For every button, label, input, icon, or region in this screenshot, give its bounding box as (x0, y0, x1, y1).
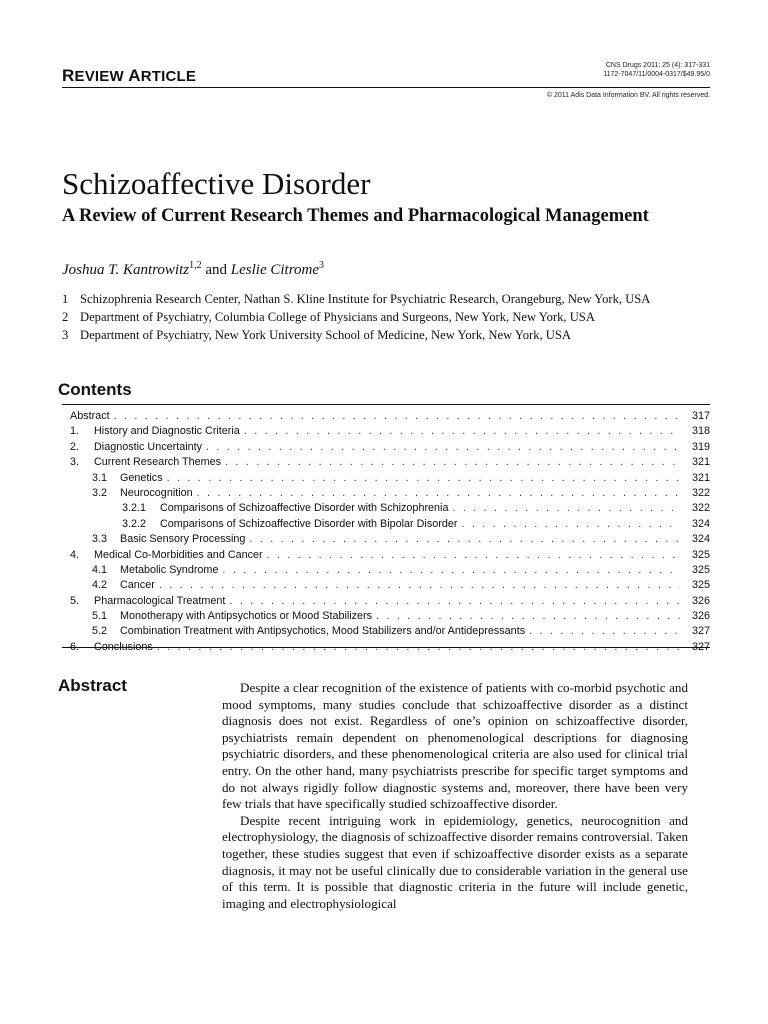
toc-entry[interactable] (62, 610, 710, 625)
contents-rule-bottom (62, 647, 710, 648)
toc-entry[interactable] (62, 518, 710, 533)
toc-entry-label: Metabolic Syndrome (120, 563, 219, 576)
toc-leader-dots (114, 410, 680, 422)
toc-entry-page: 327 (691, 640, 710, 653)
toc-leader-dots (461, 518, 680, 530)
toc-entry-number: 3.2.2 (122, 517, 147, 530)
toc-entry-page: 325 (691, 563, 710, 576)
toc-entry-label: Cancer (120, 579, 155, 592)
toc-leader-dots (267, 549, 680, 561)
toc-entry-number: 5.2 (92, 625, 108, 638)
toc-entry-number: 1. (70, 425, 80, 438)
journal-code: 1172-7047/11/0004-0317/$49.95/0 (603, 71, 710, 78)
affiliation-number: 1 (62, 292, 69, 306)
affiliation-text: Schizophrenia Research Center, Nathan S. Kline Institute for Psychiatric Research, Orangeburg, New York, USA (80, 292, 651, 306)
toc-entry-page: 324 (691, 517, 710, 530)
toc-entry-label: Neurocognition (120, 486, 193, 499)
toc-entry-number: 4.1 (92, 563, 108, 576)
affiliation-number: 2 (62, 310, 69, 324)
toc-entry-page: 324 (691, 533, 710, 546)
toc-leader-dots (167, 472, 680, 484)
abstract-paragraph: Despite recent intriguing work in epidemiology, genetics, neurocognition and electrophysiology, the diagnosis of schizoaffective disorder remains controversial. Taken together, these studies suggest that even if schizoaffective disorder exists as a separate diagnosis, it may not be useful clinically due to considerable variation in the general use of this term. It is possible that diagnostic criteria in the future will include genetic, imaging and electrophysiological (222, 812, 688, 911)
toc-entry-label: Comparisons of Schizoaffective Disorder with Bipolar Disorder (160, 517, 458, 530)
abstract-paragraph: Despite a clear recognition of the existence of patients with co-morbid psychotic and mood symptoms, many studies conclude that schizoaffective disorder as a distinct diagnosis does not exist. Regardless of one’s opinion on schizoaffective disorder, psychiatrists remain dependent on phenomenological descriptions for diagnosing psychiatric disorders, and these phenomenological criteria are also used for clinical trial entry. On the other hand, many psychiatrists prescribe for specific target symptoms and do not always rigidly follow diagnostic systems and, moreover, there have been very few trials that have specifically studied schizoaffective disorder. (222, 680, 688, 812)
toc-entry[interactable] (62, 472, 710, 487)
toc-entry[interactable] (62, 595, 710, 610)
toc-entry-page: 326 (691, 594, 710, 607)
affiliation-item (62, 290, 722, 308)
article-title: Schizoaffective Disorder (62, 166, 371, 201)
toc-entry[interactable] (62, 502, 710, 517)
author-affiliation-marker: 3 (318, 260, 324, 271)
toc-entry-page: 318 (691, 425, 710, 438)
affiliation-item (62, 308, 722, 326)
author-conjunction: and (205, 262, 228, 278)
toc-entry-label: Diagnostic Uncertainty (94, 440, 203, 453)
toc-entry[interactable] (62, 625, 710, 640)
toc-entry-number: 5.1 (92, 610, 108, 623)
toc-leader-dots (249, 533, 680, 545)
toc-entry-page: 327 (691, 625, 710, 638)
toc-entry-label: Abstract (70, 410, 110, 422)
author-name: Joshua T. Kantrowitz (62, 262, 190, 278)
toc-entry-label: Basic Sensory Processing (120, 533, 246, 546)
toc-entry-label: Monotherapy with Antipsychotics or Mood Stabilizers (120, 610, 373, 623)
article-subtitle: A Review of Current Research Themes and Pharmacological Management (62, 206, 649, 226)
author-name: Leslie Citrome (230, 262, 319, 278)
affiliation-item (62, 326, 722, 344)
toc-entry-number: 4.2 (92, 579, 108, 592)
toc-entry-label: Current Research Themes (94, 456, 222, 469)
toc-entry[interactable] (62, 456, 710, 471)
toc-entry-number: 5. (70, 594, 80, 607)
toc-entry-label: Comparisons of Schizoaffective Disorder with Schizophrenia (160, 502, 449, 515)
toc-entry-page: 321 (691, 456, 710, 469)
toc-leader-dots (197, 487, 680, 499)
toc-entry-page: 317 (691, 410, 710, 422)
toc-leader-dots (244, 425, 680, 437)
toc-entry-number: 2. (70, 440, 80, 453)
affiliation-list (62, 290, 722, 344)
contents-heading: Contents (58, 380, 132, 399)
toc-entry-page: 326 (691, 610, 710, 623)
toc-leader-dots (206, 441, 680, 453)
toc-entry-number: 3.2 (92, 486, 108, 499)
toc-entry-label: History and Diagnostic Criteria (94, 425, 240, 438)
toc-leader-dots (225, 456, 680, 468)
toc-entry[interactable] (62, 579, 710, 594)
toc-entry[interactable] (62, 410, 710, 425)
copyright-notice: © 2011 Adis Data Information BV. All rights reserved. (546, 92, 710, 99)
journal-citation: CNS Drugs 2011; 25 (4): 317-331 (605, 62, 710, 69)
toc-entry-page: 321 (691, 471, 710, 484)
abstract-heading: Abstract (58, 676, 127, 695)
toc-entry-page: 319 (691, 440, 710, 453)
toc-entry-number: 3.2.1 (122, 502, 147, 515)
toc-leader-dots (229, 595, 680, 607)
toc-leader-dots (452, 502, 680, 514)
toc-entry-page: 322 (691, 486, 710, 499)
affiliation-text: Department of Psychiatry, New York University School of Medicine, New York, New York, USA (80, 328, 571, 342)
toc-entry-number: 6. (70, 640, 80, 653)
toc-leader-dots (376, 610, 680, 622)
toc-entry-label: Medical Co-Morbidities and Cancer (94, 548, 263, 561)
toc-entry[interactable] (62, 487, 710, 502)
toc-entry-number: 4. (70, 548, 80, 561)
header-rule (62, 87, 710, 88)
affiliation-text: Department of Psychiatry, Columbia College of Physicians and Surgeons, New York, New York, USA (80, 310, 595, 324)
toc-entry[interactable] (62, 564, 710, 579)
toc-entry-page: 325 (691, 579, 710, 592)
toc-entry-label: Genetics (120, 471, 163, 484)
affiliation-number: 3 (62, 328, 69, 342)
toc-leader-dots (159, 579, 680, 591)
toc-entry-number: 3. (70, 456, 80, 469)
toc-entry[interactable] (62, 425, 710, 440)
toc-entry[interactable] (62, 549, 710, 564)
toc-entry-label: Combination Treatment with Antipsychotics, Mood Stabilizers and/or Antidepressants (120, 625, 526, 638)
toc-entry-number: 3.1 (92, 471, 108, 484)
journal-info (603, 61, 710, 79)
toc-entry[interactable] (62, 641, 710, 656)
author-affiliation-marker: 1,2 (189, 260, 202, 271)
toc-entry-number: 3.3 (92, 533, 108, 546)
author-line (62, 260, 324, 279)
toc-entry[interactable] (62, 441, 710, 456)
toc-entry-page: 322 (691, 502, 710, 515)
toc-leader-dots (529, 625, 680, 637)
article-type-label: REVIEW ARTICLE (62, 66, 197, 85)
contents-rule-top (62, 404, 710, 405)
toc-entry-label: Pharmacological Treatment (94, 594, 226, 607)
toc-leader-dots (222, 564, 680, 576)
toc-entry[interactable] (62, 533, 710, 548)
toc-entry-label: Conclusions (94, 640, 153, 653)
toc-entry-page: 325 (691, 548, 710, 561)
table-of-contents (62, 410, 710, 656)
abstract-body (222, 680, 688, 912)
